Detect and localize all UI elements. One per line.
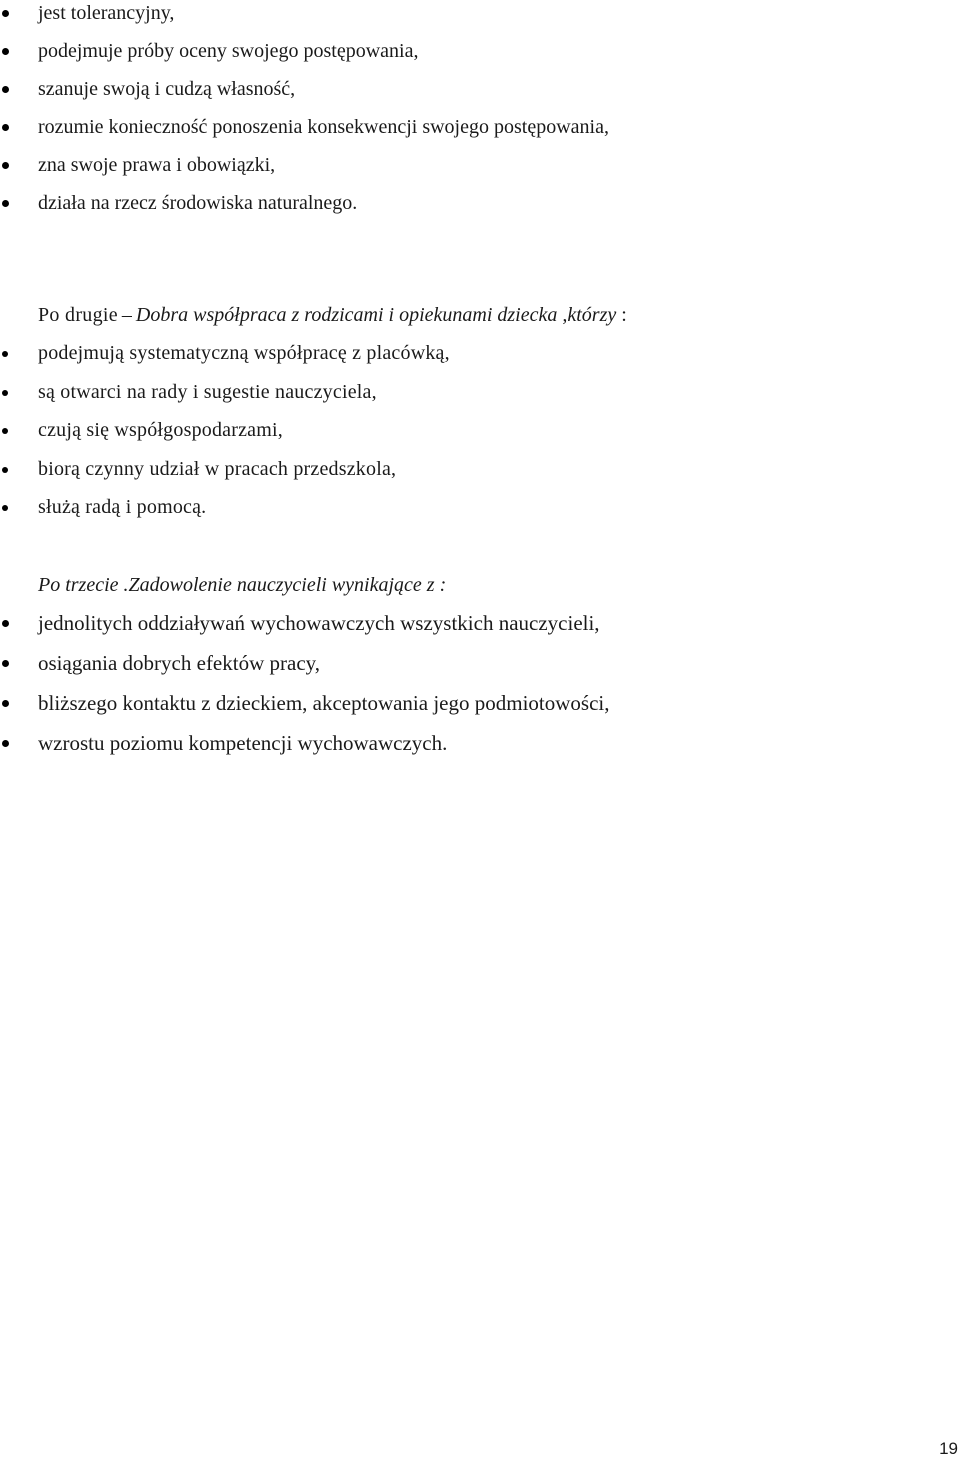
list-item-text: wzrostu poziomu kompetencji wychowawczych. [38,731,448,755]
bullet-icon [2,467,8,473]
bullet-icon [2,200,9,207]
bullet-icon [2,124,9,131]
list-item-text: rozumie konieczność ponoszenia konsekwencji swojego postępowania, [38,116,609,138]
bullet-icon [2,390,8,396]
bullet-icon [2,351,8,357]
list-item [0,108,609,146]
list-item-text: biorą czynny udział w pracach przedszkola, [38,457,397,480]
list-item-text: osiągania dobrych efektów pracy, [38,651,321,675]
pupil-traits-list [0,0,609,222]
list-item-text: szanuje swoją i cudzą własność, [38,78,296,100]
list-item [0,70,609,108]
list-item [0,32,609,70]
bullet-icon [2,660,9,667]
bullet-icon [2,428,8,434]
list-item-text: podejmuje próby oceny swojego postępowania, [38,40,419,62]
intro-lead: Po drugie [38,304,118,326]
bullet-icon [2,86,9,93]
list-item-text: zna swoje prawa i obowiązki, [38,154,276,176]
bullet-icon [2,505,8,511]
bullet-icon [2,162,9,169]
section-intro-parents [38,300,627,330]
teachers-list [0,603,610,763]
bullet-icon [2,10,9,17]
list-item-text: są otwarci na rady i sugestie nauczyciela, [38,380,377,403]
list-item [0,683,610,723]
parents-list [0,334,450,527]
list-item [0,334,450,373]
list-item [0,184,609,222]
list-item [0,411,450,450]
list-item-text: podejmują systematyczną współpracę z placówką, [38,342,450,364]
section-intro-teachers: Po trzecie .Zadowolenie nauczycieli wynikające z : [38,574,447,596]
list-item [0,146,609,184]
list-item [0,723,610,763]
list-item [0,603,610,643]
intro-tail: : [616,304,627,326]
bullet-icon [2,740,9,747]
bullet-icon [2,48,9,55]
bullet-icon [2,620,9,627]
list-item [0,450,450,489]
list-item-text: służą radą i pomocą. [38,496,207,518]
list-item [0,488,450,527]
list-item [0,643,610,683]
list-item-text: działa na rzecz środowiska naturalnego. [38,192,358,214]
list-item-text: jest tolerancyjny, [38,2,175,24]
page-number: 19 [939,1439,958,1458]
list-item [0,0,609,32]
list-item-text: bliższego kontaktu z dzieckiem, akceptowania jego podmiotowości, [38,691,610,715]
list-item-text: czują się współgospodarzami, [38,419,283,441]
intro-emphasis: Dobra współpraca z rodzicami i opiekunami dziecka ,którzy [135,304,617,326]
list-item-text: jednolitych oddziaływań wychowawczych wszystkich nauczycieli, [38,611,600,635]
bullet-icon [2,700,9,707]
intro-dash: – [121,304,132,326]
list-item [0,373,450,412]
